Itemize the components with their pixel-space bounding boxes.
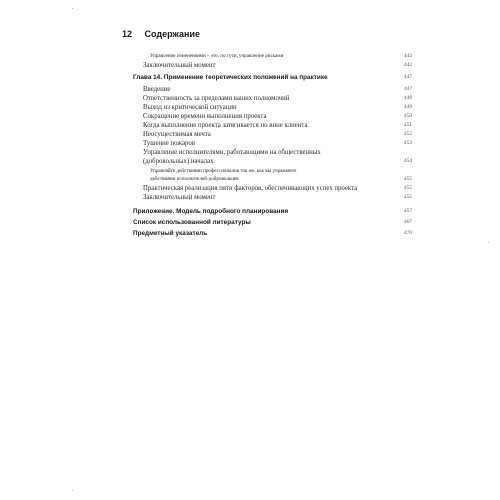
toc-chapter-title: Предметный указатель xyxy=(133,230,208,237)
toc-entry-page: 447 xyxy=(404,74,412,80)
page-title: Содержание xyxy=(144,29,200,39)
toc-entry-page: 470 xyxy=(404,230,412,236)
toc-entry-title: Управляйте действиями профессионалов так же, как вы управляете xyxy=(150,168,297,174)
toc-entry-title: Ответственность за пределами ваших полномочий xyxy=(143,95,290,102)
toc-entry-title: Введение xyxy=(143,86,171,93)
crop-mark xyxy=(72,490,73,491)
toc-entry-page: 449 xyxy=(404,104,412,110)
toc-entry-page: 451 xyxy=(404,122,412,128)
toc-entry-page: 455 xyxy=(404,176,412,182)
toc-entry-title-line2: действиями исполнителей-добровольцев xyxy=(150,176,239,182)
toc-entry-title: Тушение пожаров xyxy=(143,140,196,147)
crop-mark xyxy=(72,8,73,9)
toc-entry-page: 448 xyxy=(404,95,412,101)
toc-entry-title: Выход из критической ситуации xyxy=(143,104,237,111)
toc-entry-page: 457 xyxy=(404,208,412,214)
toc-entry-title: Управление исполнителями, работающими на общественных xyxy=(143,149,321,156)
toc-entry-title: Когда выполнение проекта затягивается по вине клиента xyxy=(143,122,308,129)
toc-entry-page: 467 xyxy=(404,219,412,225)
toc-entry-page: 455 xyxy=(404,185,412,191)
toc-chapter-title: Глава 14. Применение теоретических положений на практике xyxy=(133,74,328,81)
toc-entry-title: Практическая реализация пяти факторов, обеспечивающих успех проекта xyxy=(143,185,358,192)
page-number: 12 xyxy=(122,29,133,39)
toc-entry-page: 455 xyxy=(404,194,412,200)
toc-entry-title: Неосуществимая мечта xyxy=(143,131,211,138)
toc-entry-page: 454 xyxy=(404,158,412,164)
toc-entry-title: Заключительный момент xyxy=(143,194,216,201)
toc-entry-title: Управление изменениями – это, по сути, управление рисками xyxy=(150,53,284,59)
toc-entry-title-line2: (добровольных) началах xyxy=(143,158,214,165)
toc-entry-page: 450 xyxy=(404,113,412,119)
crop-mark xyxy=(488,242,489,243)
toc-entry-page: 452 xyxy=(404,131,412,137)
toc-entry-page: 442 xyxy=(404,53,412,59)
toc-entry-title: Сокращение времени выполнения проекта xyxy=(143,113,267,120)
toc-entry-title: Заключительный момент xyxy=(143,62,216,69)
toc-chapter-title: Список использованной литературы xyxy=(133,219,251,226)
toc-entry-page: 442 xyxy=(404,62,412,68)
toc-chapter-title: Приложение. Модель подробного планирования xyxy=(133,208,289,215)
toc-entry-page: 453 xyxy=(404,140,412,146)
toc-entry-page: 447 xyxy=(404,86,412,92)
